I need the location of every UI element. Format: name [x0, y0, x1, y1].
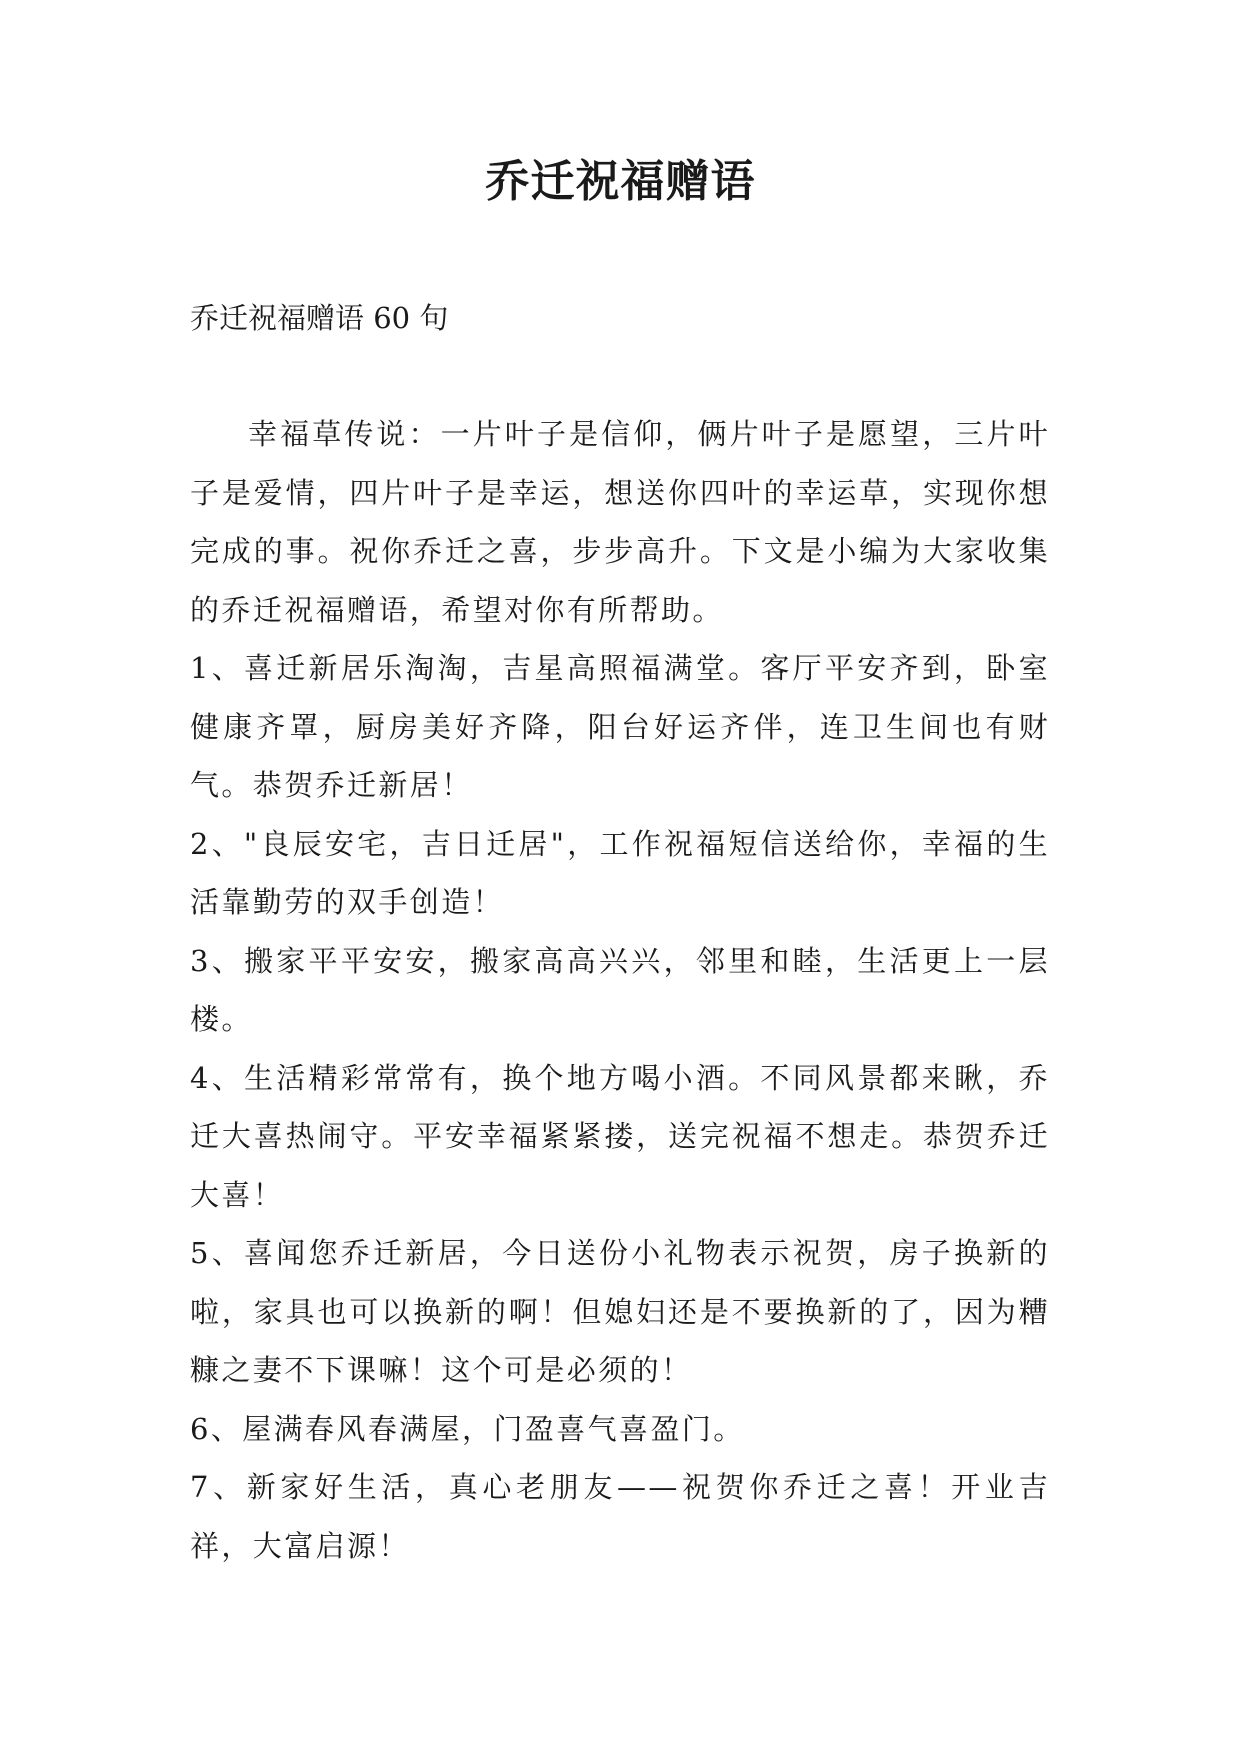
- list-item: 6、屋满春风春满屋，门盈喜气喜盈门。: [190, 1411, 745, 1446]
- document-body: [190, 405, 1050, 1575]
- intro-paragraph: 幸福草传说：一片叶子是信仰，俩片叶子是愿望，三片叶子是爱情，四片叶子是幸运，想送你四叶的幸运草，实现你想完成的事。祝你乔迁之喜，步步高升。下文是小编为大家收集的乔迁祝福赠语，希望对你有所帮助。: [190, 417, 1050, 627]
- list-item: 2、"良辰安宅，吉日迁居"，工作祝福短信送给你，幸福的生活靠勤劳的双手创造！: [190, 826, 1050, 919]
- document-subtitle: 乔迁祝福赠语 60 句: [190, 301, 449, 335]
- list-item: 7、新家好生活，真心老朋友——祝贺你乔迁之喜！开业吉祥，大富启源！: [190, 1470, 1050, 1563]
- list-item: 1、喜迁新居乐淘淘，吉星高照福满堂。客厅平安齐到，卧室健康齐罩，厨房美好齐降，阳台好运齐伴，连卫生间也有财气。恭贺乔迁新居！: [190, 651, 1050, 802]
- document-title: 乔迁祝福赠语: [485, 156, 756, 207]
- list-item: 5、喜闻您乔迁新居，今日送份小礼物表示祝贺，房子换新的啦，家具也可以换新的啊！但媳妇还是不要换新的了，因为糟糠之妻不下课嘛！这个可是必须的！: [190, 1236, 1050, 1387]
- list-item: 3、搬家平平安安，搬家高高兴兴，邻里和睦，生活更上一层楼。: [190, 943, 1050, 1036]
- list-item: 4、生活精彩常常有，换个地方喝小酒。不同风景都来瞅，乔迁大喜热闹守。平安幸福紧紧搂，送完祝福不想走。恭贺乔迁大喜！: [190, 1060, 1050, 1212]
